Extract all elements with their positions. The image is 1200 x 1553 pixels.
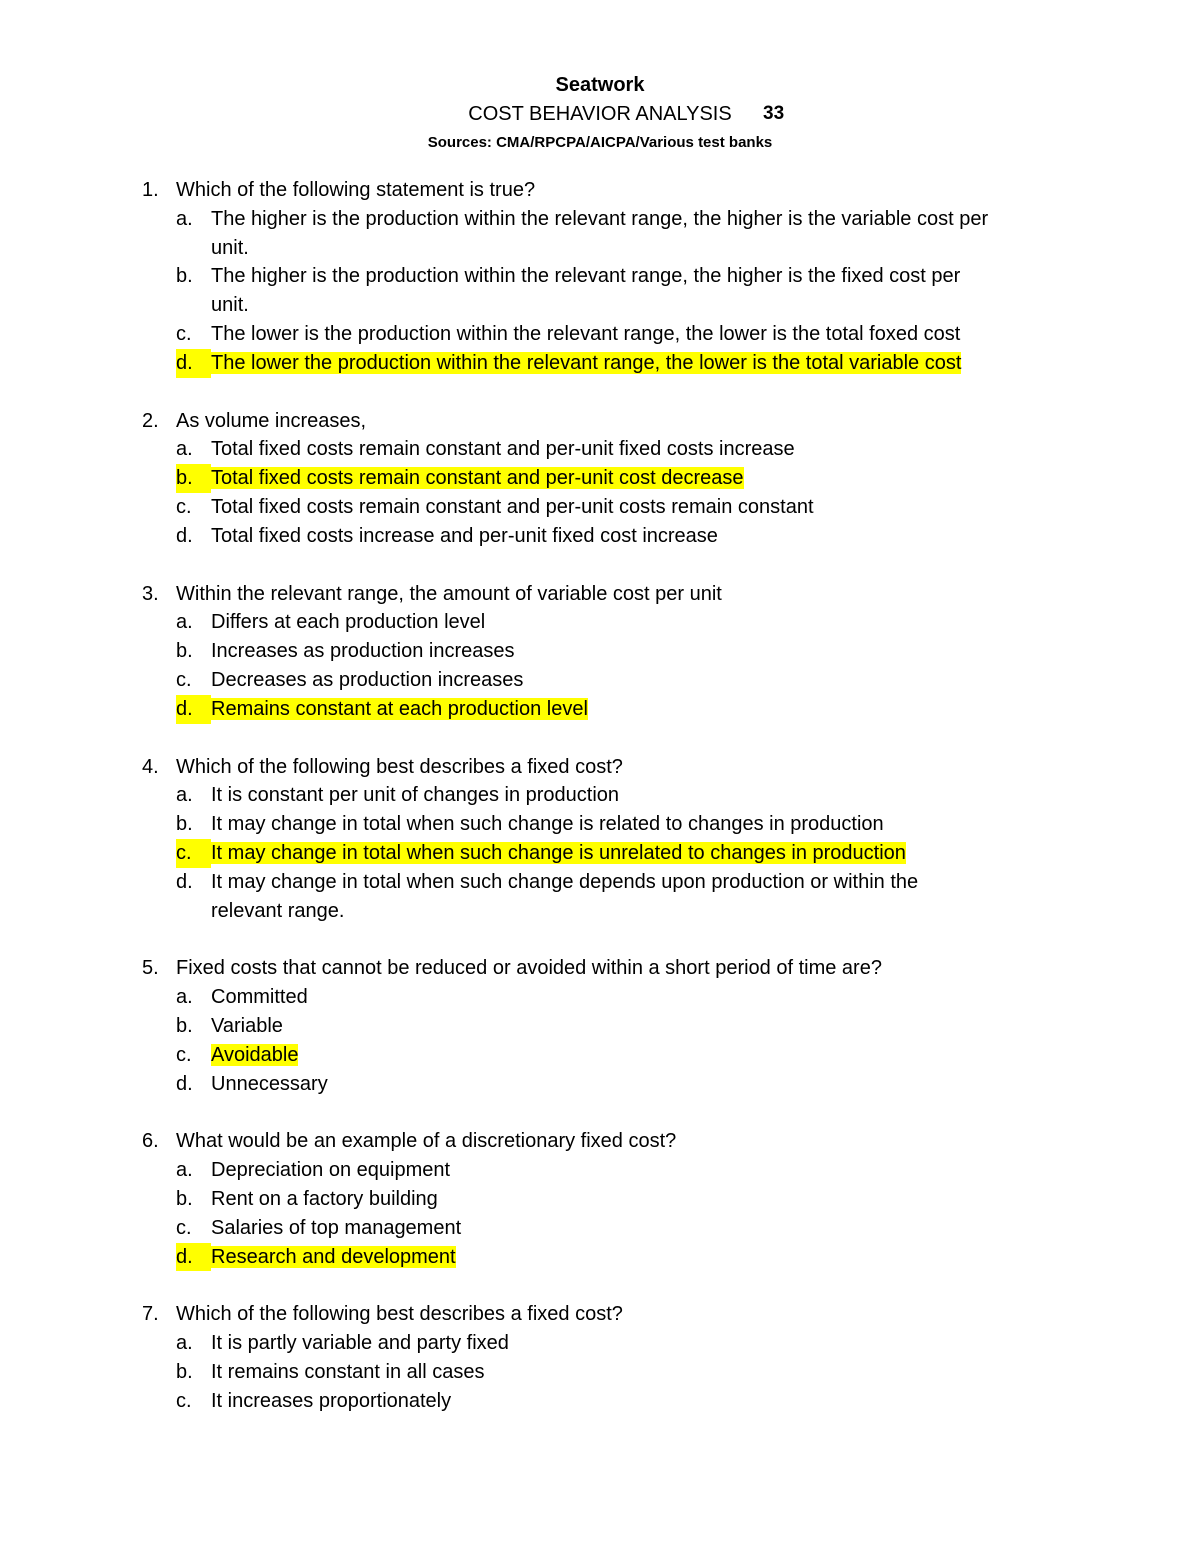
question-item — [0, 407, 1200, 551]
question-item — [0, 1127, 1200, 1271]
option-letter: c. — [176, 668, 192, 691]
option-text-content: It is partly variable and party fixed — [211, 1332, 509, 1355]
option-line — [0, 810, 1200, 839]
question-line — [0, 1127, 1200, 1156]
option-line — [0, 1012, 1200, 1041]
option-text — [211, 464, 1071, 493]
option-line — [0, 839, 1200, 868]
option-text-content: The lower the production within the relevant range, the lower is the total variable cost — [211, 351, 962, 374]
option-letter: d. — [176, 1243, 211, 1272]
question-number: 5. — [142, 957, 159, 980]
option-text-continued: unit. — [211, 294, 249, 317]
option-text — [211, 1156, 1071, 1185]
option-letter: d. — [176, 1072, 193, 1095]
question-number: 1. — [142, 179, 159, 201]
option-line — [0, 1156, 1200, 1185]
question-number: 4. — [142, 755, 159, 778]
option-line — [0, 1243, 1200, 1272]
option-letter: b. — [176, 1187, 193, 1210]
option-text-content: Rent on a factory building — [211, 1187, 438, 1210]
option-letter: c. — [176, 839, 211, 868]
option-letter: b. — [176, 464, 211, 493]
option-letter: b. — [176, 265, 193, 288]
question-text: Fixed costs that cannot be reduced or avoided within a short period of time are? — [176, 957, 882, 980]
question-number: 3. — [142, 582, 159, 605]
option-line — [0, 1185, 1200, 1214]
option-letter: c. — [176, 1216, 192, 1239]
option-text-continued: unit. — [211, 236, 249, 259]
option-line — [0, 868, 1200, 897]
question-line — [0, 176, 1200, 205]
option-letter: c. — [176, 1389, 192, 1412]
option-continuation-line — [0, 291, 1200, 320]
question-number: 2. — [142, 409, 159, 432]
option-text-continued: relevant range. — [211, 899, 345, 922]
question-item — [0, 580, 1200, 724]
option-line — [0, 1070, 1200, 1099]
question-text: Which of the following best describes a fixed cost? — [176, 755, 623, 778]
option-text-content: Total fixed costs remain constant and per-unit fixed costs increase — [211, 438, 795, 461]
option-line — [0, 1214, 1200, 1243]
question-text: Which of the following best describes a fixed cost? — [176, 1303, 623, 1326]
question-text: What would be an example of a discretionary fixed cost? — [176, 1130, 677, 1153]
option-text-content: Research and development — [211, 1245, 456, 1268]
option-text — [211, 1329, 1071, 1358]
option-line — [0, 637, 1200, 666]
question-text: Within the relevant range, the amount of variable cost per unit — [176, 582, 722, 605]
option-line — [0, 1041, 1200, 1070]
option-text — [211, 1185, 1071, 1214]
question-item — [0, 954, 1200, 1098]
option-text-content: Committed — [211, 986, 308, 1009]
option-text — [211, 205, 1071, 234]
option-text — [211, 839, 1071, 868]
option-text — [211, 349, 1071, 378]
option-text-content: It increases proportionately — [211, 1389, 452, 1412]
option-letter: c. — [176, 1043, 192, 1066]
option-text-content: The lower is the production within the relevant range, the lower is the total foxed cost — [211, 322, 961, 345]
document-sources: Sources: CMA/RPCPA/AICPA/Various test banks — [427, 134, 773, 151]
option-text-content: Total fixed costs remain constant and per-unit costs remain constant — [211, 495, 814, 518]
option-letter: d. — [176, 524, 193, 547]
option-continuation-line — [0, 234, 1200, 263]
option-text-content: Total fixed costs increase and per-unit fixed cost increase — [211, 524, 718, 547]
option-text-content: Remains constant at each production level — [211, 697, 588, 720]
document-title: Seatwork — [555, 74, 645, 96]
option-text — [211, 1358, 1071, 1387]
question-list — [0, 176, 1200, 1444]
page-number: 33 — [763, 103, 785, 124]
option-text-content: Depreciation on equipment — [211, 1159, 451, 1182]
question-text: Which of the following statement is true? — [176, 179, 536, 201]
option-text-content: It may change in total when such change is related to changes in production — [211, 813, 884, 836]
option-text-content: Differs at each production level — [211, 611, 486, 634]
option-text — [211, 868, 1071, 897]
option-text — [211, 1070, 1071, 1099]
option-letter: a. — [176, 207, 193, 230]
option-line — [0, 1358, 1200, 1387]
option-text — [211, 1214, 1071, 1243]
option-text-content: Increases as production increases — [211, 640, 515, 663]
option-text-content: Total fixed costs remain constant and per-unit cost decrease — [211, 467, 744, 490]
option-line — [0, 666, 1200, 695]
option-text — [211, 608, 1071, 637]
option-text-content: Salaries of top management — [211, 1216, 462, 1239]
option-letter: a. — [176, 611, 193, 634]
option-line — [0, 262, 1200, 291]
option-line — [0, 493, 1200, 522]
question-line — [0, 954, 1200, 983]
option-letter: c. — [176, 322, 192, 345]
question-number: 6. — [142, 1130, 159, 1153]
option-text-content: Variable — [211, 1014, 283, 1037]
option-text-content: It may change in total when such change depends upon production or within the — [211, 870, 919, 893]
question-item — [0, 1300, 1200, 1415]
option-text-content: Unnecessary — [211, 1072, 328, 1095]
question-line — [0, 1300, 1200, 1329]
option-line — [0, 983, 1200, 1012]
option-text — [211, 666, 1071, 695]
option-line — [0, 1387, 1200, 1416]
option-text-content: It remains constant in all cases — [211, 1360, 485, 1383]
option-text-content: Avoidable — [211, 1043, 299, 1066]
option-line — [0, 435, 1200, 464]
question-text: As volume increases, — [176, 409, 367, 432]
option-line — [0, 522, 1200, 551]
option-continuation-line — [0, 897, 1200, 926]
question-line — [0, 407, 1200, 436]
option-letter: a. — [176, 1159, 193, 1182]
option-line — [0, 349, 1200, 378]
option-text — [211, 810, 1071, 839]
document-subtitle: COST BEHAVIOR ANALYSIS — [468, 103, 732, 125]
question-line — [0, 753, 1200, 782]
question-item — [0, 753, 1200, 926]
question-number: 7. — [142, 1303, 159, 1326]
option-line — [0, 695, 1200, 724]
question-item — [0, 176, 1200, 378]
option-letter: d. — [176, 870, 193, 893]
option-text — [211, 781, 1071, 810]
option-text — [211, 435, 1071, 464]
option-line — [0, 464, 1200, 493]
option-text — [211, 1041, 1071, 1070]
option-text — [211, 983, 1071, 1012]
question-line — [0, 580, 1200, 609]
option-text-content: The higher is the production within the relevant range, the higher is the variable cost per — [211, 207, 989, 230]
option-line — [0, 1329, 1200, 1358]
option-letter: b. — [176, 1014, 193, 1037]
option-text-content: Decreases as production increases — [211, 668, 524, 691]
option-line — [0, 320, 1200, 349]
option-text-content: It may change in total when such change is unrelated to changes in production — [211, 841, 906, 864]
option-line — [0, 781, 1200, 810]
option-letter: a. — [176, 1332, 193, 1355]
option-letter: a. — [176, 438, 193, 461]
option-letter: b. — [176, 1360, 193, 1383]
option-text — [211, 320, 1071, 349]
option-text — [211, 522, 1071, 551]
option-letter: b. — [176, 813, 193, 836]
option-line — [0, 608, 1200, 637]
document-subtitle-line — [0, 98, 1200, 131]
document-header — [0, 72, 1200, 155]
option-letter: c. — [176, 495, 192, 518]
option-text-content: It is constant per unit of changes in production — [211, 784, 620, 807]
option-text — [211, 637, 1071, 666]
option-letter: b. — [176, 640, 193, 663]
option-letter: d. — [176, 349, 211, 378]
option-text — [211, 262, 1071, 291]
option-letter: a. — [176, 784, 193, 807]
option-text — [211, 695, 1071, 724]
option-letter: d. — [176, 695, 211, 724]
option-text — [211, 1243, 1071, 1272]
option-text — [211, 1387, 1071, 1416]
option-text-content: The higher is the production within the relevant range, the higher is the fixed cost per — [211, 265, 961, 288]
option-letter: a. — [176, 986, 193, 1009]
option-text — [211, 1012, 1071, 1041]
option-line — [0, 205, 1200, 234]
option-text — [211, 493, 1071, 522]
